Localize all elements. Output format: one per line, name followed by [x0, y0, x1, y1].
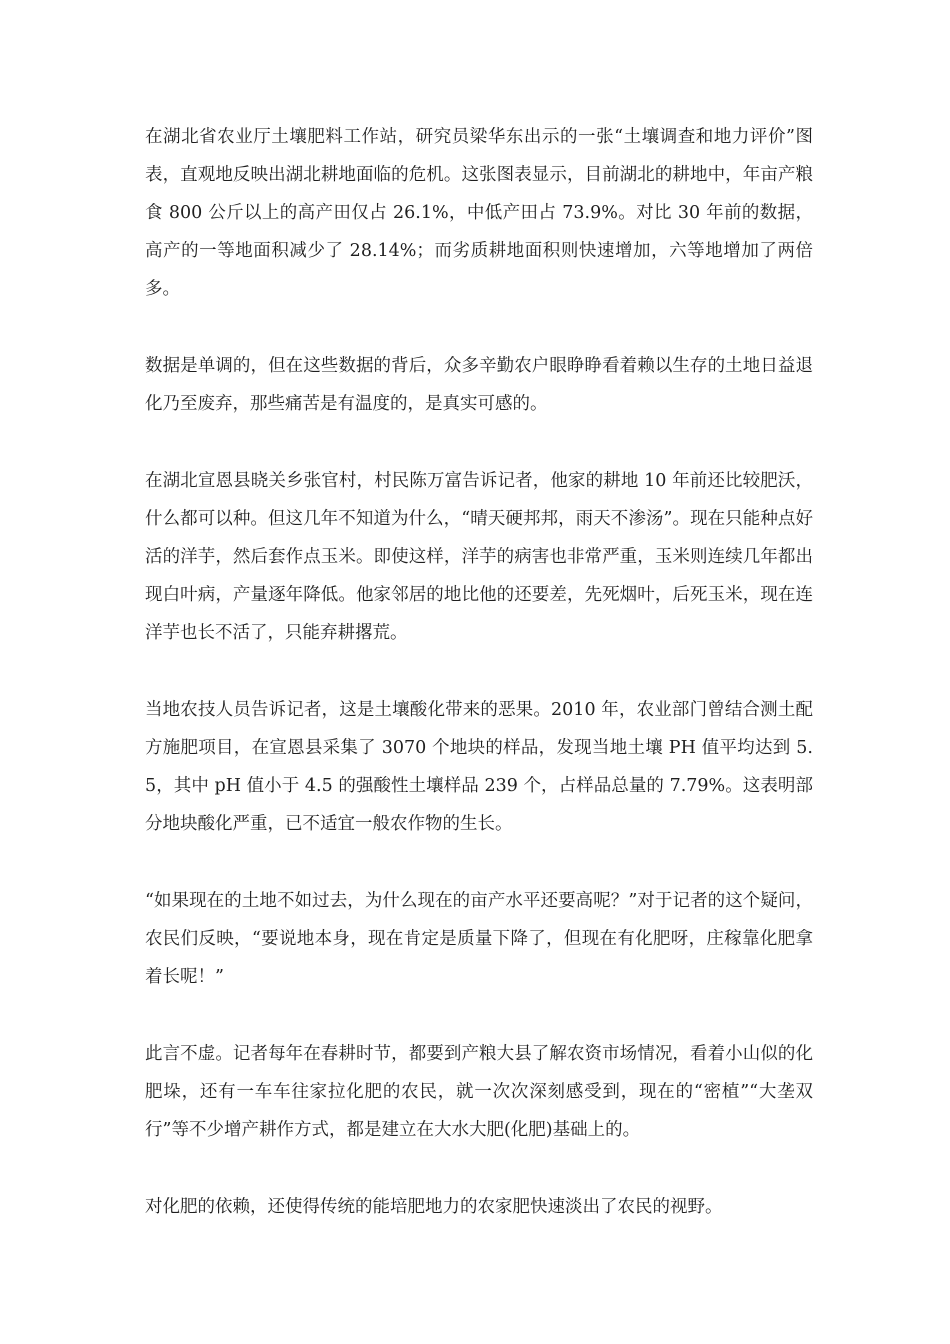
paragraph-7: 对化肥的依赖，还使得传统的能培肥地力的农家肥快速淡出了农民的视野。	[145, 1197, 723, 1217]
paragraph-3: 在湖北宣恩县晓关乡张官村，村民陈万富告诉记者，他家的耕地 10 年前还比较肥沃，什么都可以种。但这几年不知道为什么，“晴天硬邦邦，雨天不渗汤”。现在只能种点好活的洋芋，然后套作点玉米。即使这样，洋芋的病害也非常严重，玉米则连续几年都出现白叶病，产量逐年降低。他家邻居的地比他的还要差，先死烟叶，后死玉米，现在连洋芋也长不活了，只能弃耕撂荒。	[145, 471, 813, 643]
paragraph-2: 数据是单调的，但在这些数据的背后，众多辛勤农户眼睁睁看着赖以生存的土地日益退化乃至废弃，那些痛苦是有温度的，是真实可感的。	[145, 356, 813, 414]
paragraph-4: 当地农技人员告诉记者，这是土壤酸化带来的恶果。2010 年，农业部门曾结合测土配方施肥项目，在宣恩县采集了 3070 个地块的样品，发现当地土壤 PH 值平均达到 5.5，其中 pH 值小于 4.5 的强酸性土壤样品 239 个，占样品总量的 7.79%。这表明部分地块酸化严重，已不适宜一般农作物的生长。	[145, 700, 813, 834]
paragraph-1: 在湖北省农业厅土壤肥料工作站，研究员梁华东出示的一张“土壤调查和地力评价”图表，直观地反映出湖北耕地面临的危机。这张图表显示，目前湖北的耕地中，年亩产粮食 800 公斤以上的高产田仅占 26.1%，中低产田占 73.9%。对比 30 年前的数据，高产的一等地面积减少了 28.14%；而劣质耕地面积则快速增加，六等地增加了两倍多。	[145, 127, 813, 299]
article-body	[145, 118, 813, 1265]
paragraph-6: 此言不虚。记者每年在春耕时节，都要到产粮大县了解农资市场情况，看着小山似的化肥垛，还有一车车往家拉化肥的农民，就一次次深刻感受到，现在的“密植”“大垄双行”等不少增产耕作方式，都是建立在大水大肥(化肥)基础上的。	[145, 1044, 813, 1140]
paragraph-5: “如果现在的土地不如过去，为什么现在的亩产水平还要高呢？”对于记者的这个疑问，农民们反映，“要说地本身，现在肯定是质量下降了，但现在有化肥呀，庄稼靠化肥拿着长呢！”	[145, 891, 813, 987]
